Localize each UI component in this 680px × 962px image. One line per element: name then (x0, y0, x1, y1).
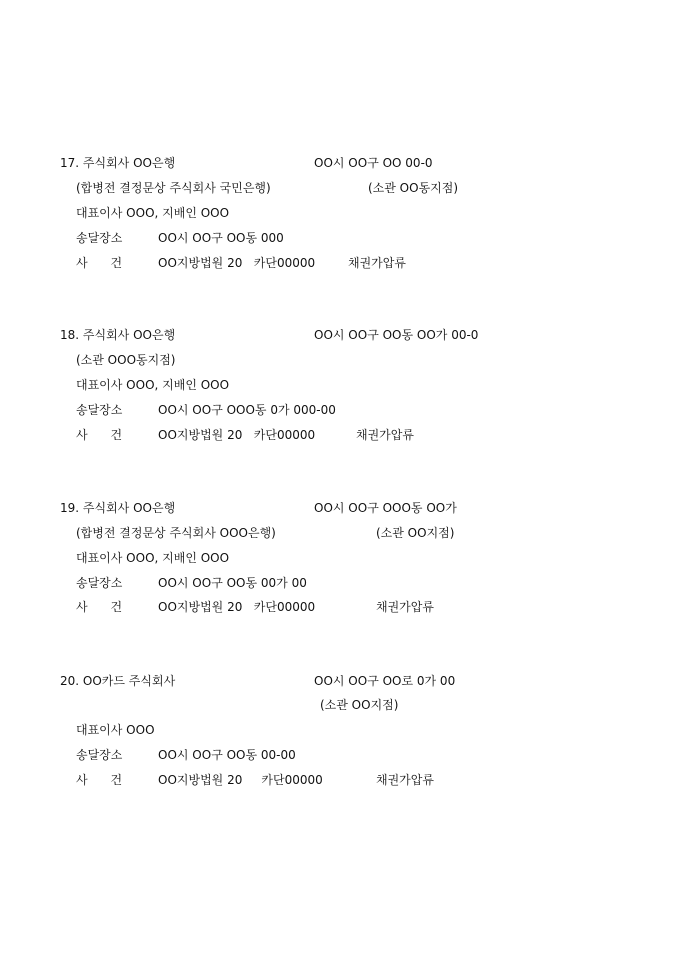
entry-address: OO시 OO구 OO 00-0 (314, 156, 433, 170)
entry-case-type: 채권가압류 (376, 773, 434, 787)
entry-case-number: OO지방법원 20 카단00000 (158, 428, 316, 442)
entry-case-type: 채권가압류 (356, 428, 414, 442)
entry-case-label: 사 건 (76, 773, 123, 787)
entry-delivery-label: 송달장소 (76, 231, 123, 245)
entry-merger-note: (합병전 결정문상 주식회사 OOO은행) (76, 526, 276, 540)
entry-merger-note: (합병전 결정문상 주식회사 국민은행) (76, 181, 271, 195)
entry-header: 18. 주식회사 OO은행 (60, 328, 176, 342)
entry-delivery-address: OO시 OO구 OOO동 0가 000-00 (158, 403, 336, 417)
entry-address: OO시 OO구 OO동 OO가 00-0 (314, 328, 479, 342)
entry-delivery-address: OO시 OO구 OO동 000 (158, 231, 284, 245)
entry-case-label: 사 건 (76, 600, 123, 614)
entry-representative: 대표이사 OOO (76, 723, 155, 737)
entry-address: OO시 OO구 OO로 0가 00 (314, 674, 456, 688)
entry-representative: 대표이사 OOO, 지배인 OOO (76, 378, 230, 392)
entry-case-label: 사 건 (76, 428, 123, 442)
entry-case-number: OO지방법원 20 카단00000 (158, 773, 323, 787)
entry-delivery-label: 송달장소 (76, 576, 123, 590)
entry-header: 20. OO카드 주식회사 (60, 674, 176, 688)
entry-case-type: 채권가압류 (348, 256, 406, 270)
entry-delivery-label: 송달장소 (76, 403, 123, 417)
entry-representative: 대표이사 OOO, 지배인 OOO (76, 551, 230, 565)
entry-branch: (소관 OO지점) (376, 526, 455, 540)
entry-header: 19. 주식회사 OO은행 (60, 501, 176, 515)
entry-case-type: 채권가압류 (376, 600, 434, 614)
entry-delivery-label: 송달장소 (76, 748, 123, 762)
entry-case-number: OO지방법원 20 카단00000 (158, 256, 316, 270)
entry-header: 17. 주식회사 OO은행 (60, 156, 176, 170)
entry-branch: (소관 OO지점) (320, 698, 399, 712)
entry-branch: (소관 OO동지점) (368, 181, 459, 195)
entry-branch: (소관 OOO동지점) (76, 353, 176, 367)
entry-representative: 대표이사 OOO, 지배인 OOO (76, 206, 230, 220)
entry-case-number: OO지방법원 20 카단00000 (158, 600, 316, 614)
entry-delivery-address: OO시 OO구 OO동 00-00 (158, 748, 296, 762)
entry-delivery-address: OO시 OO구 OO동 00가 00 (158, 576, 307, 590)
entry-address: OO시 OO구 OOO동 OO가 (314, 501, 457, 515)
entry-case-label: 사 건 (76, 256, 123, 270)
